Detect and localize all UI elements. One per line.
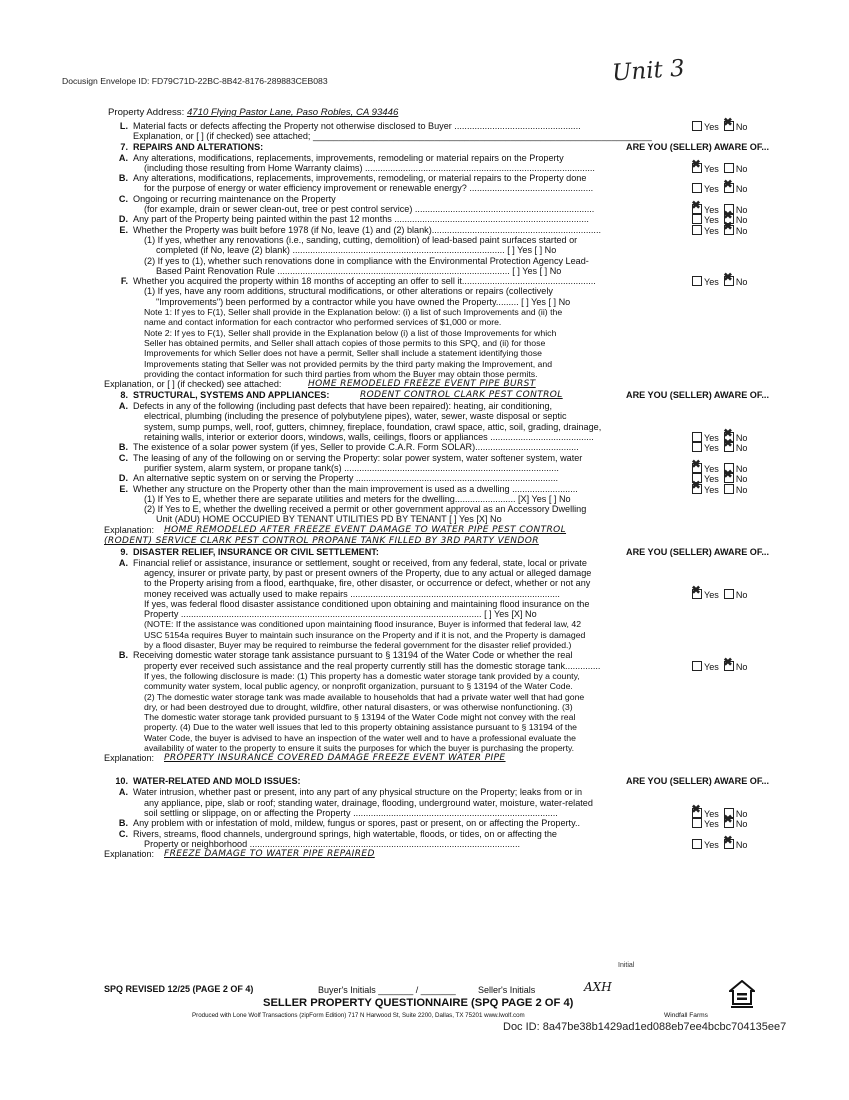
item-label: C.	[118, 193, 128, 204]
no-label: No	[735, 661, 748, 672]
section-7-line	[104, 276, 769, 286]
equal-housing-icon	[729, 980, 755, 1010]
explanation-7-label: Explanation, or [ ] (if checked) see attached:	[104, 379, 282, 390]
section-7-line	[104, 297, 769, 307]
item-text: Property ....................................................................................................................... [ ] Yes [X] No	[144, 609, 537, 620]
yes-label: Yes	[704, 205, 719, 216]
yes-checkbox[interactable]	[692, 463, 702, 473]
yes-label: Yes	[704, 433, 719, 444]
section-10-line	[104, 787, 769, 797]
item-text: community water system, local public agency, or nonprofit organization, pursuant to § 13194 of the Water Code.	[144, 681, 573, 692]
item-label: L.	[119, 121, 128, 131]
no-label: No	[735, 215, 748, 226]
section-9-block	[104, 558, 769, 754]
item-text: Based Paint Renovation Rule ............................................................................................ [ ] Yes [ ] No	[156, 265, 562, 276]
item-text: (NOTE: If the assistance was conditioned upon maintaining flood insurance, Buyer is informed that federal law, 42	[144, 619, 582, 630]
yes-checkbox[interactable]	[692, 442, 702, 452]
item-text: (including those resulting from Home Warranty claims) ...........................................................................................	[144, 162, 595, 173]
section-8-handwritten: RODENT CONTROL CLARK PEST CONTROL	[360, 390, 563, 401]
section-9-line	[104, 712, 769, 722]
section-7-line	[104, 131, 769, 141]
sellers-initials[interactable]: Seller's Initials	[478, 985, 536, 995]
explanation-8-value-2[interactable]: (RODENT) SERVICE CLARK PEST CONTROL PROPANE TANK FILLED BY 3RD PARTY VENDOR	[104, 535, 539, 546]
section-7-line	[104, 328, 769, 338]
item-text: Property or neighborhood ...........................................................................................................	[144, 838, 520, 849]
property-address-value: 4710 Flying Pastor Lane, Paso Robles, CA 93446	[186, 107, 399, 118]
footer-title: SELLER PROPERTY QUESTIONNAIRE (SPQ PAGE 2 OF 4)	[263, 997, 574, 1009]
section-7-line	[104, 173, 769, 183]
item-label: B.	[118, 650, 128, 661]
no-checkbox[interactable]	[724, 473, 734, 483]
item-label: 7.	[120, 141, 128, 152]
item-text: (1) If Yes to E, whether there are separate utilities and meters for the dwelling........................ [X] Yes [ ] No	[144, 493, 571, 504]
section-9-line	[104, 743, 769, 753]
section-9-aware: ARE YOU (SELLER) AWARE OF...	[626, 546, 769, 557]
section-7-line	[104, 204, 769, 214]
yes-label: Yes	[704, 163, 719, 174]
section-10-block	[104, 787, 769, 849]
item-text: (2) The domestic water storage tank was made available to households that had a private water well that had gone	[144, 691, 585, 702]
item-text: Any problem with or infestation of mold, mildew, fungus or spores, past or present, on or affecting the Property..	[133, 818, 581, 829]
section-9-line	[104, 661, 769, 671]
item-text: Material facts or defects affecting the Property not otherwise disclosed to Buyer ..................................................	[133, 121, 581, 131]
explanation-10-label: Explanation:	[104, 849, 155, 860]
item-text: by a flood disaster, Buyer may be required to reimburse the federal government for the disaster relief provided.)	[144, 640, 572, 651]
aware-header: ARE YOU (SELLER) AWARE OF...	[626, 141, 769, 152]
item-text: Ongoing or recurring maintenance on the Property	[133, 193, 336, 204]
section-7-line	[104, 348, 769, 358]
item-text: The existence of a solar power system (if yes, Seller to provide C.A.R. Form SOLAR).........................................	[133, 442, 579, 453]
section-9-line	[104, 568, 769, 578]
explanation-10-value[interactable]: FREEZE DAMAGE TO WATER PIPE REPAIRED	[164, 849, 375, 860]
item-text: for the purpose of energy or water efficiency improvement or renewable energy? .................................................	[144, 183, 594, 194]
section-7-line	[104, 307, 769, 317]
section-7-block	[104, 121, 769, 379]
yes-label: Yes	[704, 184, 719, 195]
section-10-line	[104, 818, 769, 828]
section-8-line	[104, 514, 769, 524]
yes-checkbox[interactable]	[692, 121, 702, 131]
no-label: No	[735, 163, 748, 174]
item-text: Note 1: If yes to F(1), Seller shall provide in the Explanation below: (i) a list of such Improvements and (ii) the	[144, 307, 563, 318]
item-text: name and contact information for each contractor who performed services of $1,000 or more.	[144, 317, 502, 328]
footer-revised: SPQ REVISED 12/25 (PAGE 2 OF 4)	[104, 984, 254, 994]
item-text: Water intrusion, whether past or present, into any part of any physical structure on the Property; leaks from or in	[133, 787, 583, 798]
item-label: F.	[120, 276, 128, 287]
item-text: "Improvements") been performed by a contractor while you have owned the Property......... [ ] Yes [ ] No	[156, 296, 571, 307]
no-checkbox[interactable]	[724, 442, 734, 452]
explanation-8-line-2	[104, 536, 769, 547]
yes-checkbox[interactable]	[692, 818, 702, 828]
section-7-line	[104, 286, 769, 296]
envelope-id: Docusign Envelope ID: FD79C71D-22BC-8B42-8176-289883CEB083	[62, 76, 328, 86]
handwritten-unit-note: Unit 3	[611, 55, 686, 87]
property-address	[108, 107, 398, 118]
sellers-initials-value: AXH	[584, 980, 612, 994]
no-checkbox[interactable]	[724, 661, 734, 671]
item-text: (1) If yes, have any room additions, structural modifications, or other alterations or repairs (collectively	[144, 286, 553, 297]
section-7-line	[104, 153, 769, 163]
explanation-7	[104, 379, 769, 390]
item-text: Unit (ADU) HOME OCCUPIED BY TENANT UTILITIES PD BY TENANT [ ] Yes [X] No	[156, 514, 502, 525]
yes-checkbox[interactable]	[692, 589, 702, 599]
yes-label: Yes	[704, 484, 719, 495]
no-label: No	[735, 463, 748, 474]
item-text: Note 2: If yes to F(1), Seller shall provide in the Explanation below (i) a list of those Improvements for which	[144, 327, 557, 338]
section-7-line	[104, 256, 769, 266]
yes-checkbox[interactable]	[692, 276, 702, 286]
section-9-line	[104, 630, 769, 640]
section-10-line	[104, 798, 769, 808]
item-label: D.	[118, 473, 128, 484]
item-text: dry, or had been destroyed due to drought, wildfire, other natural disasters, or was otherwise nonfunctioning. (3)	[144, 701, 573, 712]
questionnaire-body	[104, 121, 769, 860]
item-text: (1) If yes, whether any renovations (i.e., sanding, cutting, demolition) of lead-based paint surfaces started or	[144, 234, 578, 245]
section-7-line	[104, 194, 769, 204]
section-9-line	[104, 589, 769, 599]
section-9-line	[104, 578, 769, 588]
section-8-line	[104, 453, 769, 463]
yes-label: Yes	[704, 589, 719, 600]
item-text: Whether the Property was built before 1978 (if No, leave (1) and (2) blank)...................................................................	[133, 224, 602, 235]
yes-label: Yes	[704, 819, 719, 830]
item-label: E.	[119, 483, 128, 494]
item-text: Any part of the Property being painted within the past 12 months .............................................................................	[133, 214, 589, 225]
section-10-line	[104, 829, 769, 839]
yes-label: Yes	[704, 443, 719, 454]
no-checkbox[interactable]	[724, 818, 734, 828]
yes-label: Yes	[704, 277, 719, 288]
no-checkbox[interactable]	[724, 163, 734, 173]
yes-checkbox[interactable]	[692, 214, 702, 224]
property-address-label: Property Address:	[108, 107, 185, 118]
item-text: (2) If Yes to E, whether the dwelling received a permit or other government approval as an Accessory Dwelling	[144, 504, 587, 515]
item-text: Improvements for which Seller does not have a permit, Seller shall include a statement identifying those	[144, 348, 542, 359]
item-label: D.	[118, 214, 128, 225]
no-checkbox[interactable]	[724, 839, 734, 849]
no-label: No	[735, 839, 748, 850]
initial-label: Initial	[618, 962, 635, 969]
item-text: Improvements stating that Seller was not provided permits by the third party making the Improvement, and	[144, 358, 553, 369]
item-label: E.	[119, 224, 128, 235]
item-text: any appliance, pipe, slab or roof; standing water, drainage, flooding, underground water, moisture, water-related	[144, 797, 593, 808]
item-text: The leasing of any of the following on or serving the Property: solar power system, water softener system, water	[133, 452, 583, 463]
item-text: (for example, drain or sewer clean-out, tree or pest control service) .......................................................................	[144, 204, 595, 215]
item-text: money received was actually used to make repairs ...................................................................................	[144, 588, 560, 599]
section-7-line	[104, 266, 769, 276]
section-8-aware: ARE YOU (SELLER) AWARE OF...	[626, 390, 769, 401]
footer-brand: Windfall Farms	[664, 1012, 708, 1019]
section-7-line	[104, 121, 769, 131]
section-9-line	[104, 650, 769, 660]
no-checkbox[interactable]	[724, 225, 734, 235]
section-10-line	[104, 808, 769, 818]
no-label: No	[735, 808, 748, 819]
no-label: No	[735, 589, 748, 600]
section-7-line	[104, 245, 769, 255]
item-label: A.	[118, 401, 128, 412]
item-text: (2) If yes to (1), whether such renovations done in compliance with the Environmental Protection Agency Lead-	[144, 255, 589, 266]
section-10-header: 10. WATER-RELATED AND MOLD ISSUES: ARE YOU (SELLER) AWARE OF...	[115, 776, 769, 787]
item-text: to the Property arising from a flood, earthquake, fire, other disaster, or occurrence or defect, whether or not any	[144, 578, 591, 589]
buyers-initials[interactable]: Buyer's Initials _______ / _______	[318, 985, 456, 995]
section-7-line	[104, 183, 769, 193]
yes-label: Yes	[704, 215, 719, 226]
item-text: system, sump pumps, well, roof, gutters, chimney, fireplace, foundation, crawl space, attic, soil, grading, drainage,	[144, 421, 602, 432]
item-text: agency, insurer or private party, by past or present owners of the Property, due to any actual or alleged damage	[144, 567, 592, 578]
no-label: No	[735, 484, 748, 495]
section-10-line	[104, 839, 769, 849]
yes-checkbox[interactable]	[692, 432, 702, 442]
no-label: No	[735, 474, 748, 485]
item-text: purifier system, alarm system, or propane tank(s) .....................................................................................	[144, 462, 559, 473]
section-7-line	[104, 338, 769, 348]
section-8-title: STRUCTURAL, SYSTEMS AND APPLIANCES:	[133, 390, 330, 401]
section-8-header: 8. STRUCTURAL, SYSTEMS AND APPLIANCES: RODENT CONTROL CLARK PEST CONTROL ARE YOU (SELLER) AWARE OF...	[120, 390, 769, 401]
section-9-header: 9. DISASTER RELIEF, INSURANCE OR CIVIL SETTLEMENT: ARE YOU (SELLER) AWARE OF...	[120, 546, 769, 557]
yes-label: Yes	[704, 463, 719, 474]
section-9-line	[104, 619, 769, 629]
item-text: Rivers, streams, flood channels, underground springs, high watertable, floods, or tides, on or affecting the	[133, 828, 557, 839]
section-9-line	[104, 640, 769, 650]
section-9-line	[104, 671, 769, 681]
yes-label: Yes	[704, 474, 719, 485]
yes-checkbox[interactable]	[692, 204, 702, 214]
item-text: Whether you acquired the property within 18 months of accepting an offer to sell it.....................................................	[133, 276, 596, 287]
item-text: Whether any structure on the Property other than the main improvement is used as a dwelling ..........................	[133, 483, 578, 494]
explanation-9	[104, 753, 769, 764]
section-9-line	[104, 692, 769, 702]
no-checkbox[interactable]	[724, 183, 734, 193]
item-label: B.	[118, 173, 128, 184]
section-9-line	[104, 733, 769, 743]
item-text: If yes, the following disclosure is made: (1) This property has a domestic water storage tank provided by a county,	[144, 670, 580, 681]
item-text: Any alterations, modifications, replacements, improvements, remodeling or material repairs on the Property	[133, 152, 564, 163]
section-7-line	[104, 317, 769, 327]
item-label: B.	[118, 818, 128, 829]
no-label: No	[735, 433, 748, 444]
section-8-line	[104, 411, 769, 421]
no-label: No	[735, 819, 748, 830]
no-label: No	[735, 277, 748, 288]
section-8-line	[104, 504, 769, 514]
yes-label: Yes	[704, 225, 719, 236]
item-text: providing the contact information for such third parties from whom the Buyer may obtain those permits.	[144, 368, 538, 379]
item-text: Explanation, or [ ] (if checked) see attached; ___________________________________________________________________	[133, 131, 652, 142]
section-7-line	[104, 359, 769, 369]
yes-checkbox[interactable]	[692, 183, 702, 193]
explanation-9-value[interactable]: PROPERTY INSURANCE COVERED DAMAGE FREEZE EVENT WATER PIPE	[164, 753, 506, 764]
item-text: REPAIRS AND ALTERATIONS:	[133, 141, 264, 152]
no-checkbox[interactable]	[724, 276, 734, 286]
doc-id: Doc ID: 8a47be38b1429ad1ed088eb7ee4bcbc704135ee7	[503, 1021, 787, 1033]
no-label: No	[735, 184, 748, 195]
explanation-7-value[interactable]: HOME REMODELED FREEZE EVENT PIPE BURST	[308, 379, 536, 390]
explanation-8	[104, 525, 769, 536]
item-label: B.	[118, 442, 128, 453]
yes-checkbox[interactable]	[692, 808, 702, 818]
item-label: A.	[118, 787, 128, 798]
item-text: USC 5154a requires Buyer to maintain such insurance on the Property and if it is not, and the Property is damaged	[144, 629, 586, 640]
explanation-10	[104, 849, 769, 860]
section-7-line	[104, 142, 769, 153]
section-7-line	[104, 214, 769, 224]
item-text: availability of water to the property to ensure it suits the purposes for which the buyer is purchasing the property.	[144, 743, 575, 754]
section-9-line	[104, 609, 769, 619]
no-label: No	[735, 122, 748, 132]
explanation-8-value-1[interactable]: HOME REMODELED AFTER FREEZE EVENT DAMAGE TO WATER PIPE PEST CONTROL	[164, 524, 567, 535]
no-checkbox[interactable]	[724, 121, 734, 131]
yes-checkbox[interactable]	[692, 839, 702, 849]
section-9-title: DISASTER RELIEF, INSURANCE OR CIVIL SETTLEMENT:	[133, 546, 379, 557]
section-7-line	[104, 163, 769, 173]
yes-label: Yes	[704, 808, 719, 819]
item-text: An alternative septic system on or serving the Property ................................................................................	[133, 473, 559, 484]
item-text: The domestic water storage tank provided pursuant to § 13194 of the Water Code might not convey with the real	[144, 712, 576, 723]
explanation-9-label: Explanation:	[104, 753, 155, 764]
no-label: No	[735, 205, 748, 216]
no-checkbox[interactable]	[724, 589, 734, 599]
yes-checkbox[interactable]	[692, 225, 702, 235]
section-9-line	[104, 599, 769, 609]
explanation-8-label: Explanation:	[104, 524, 155, 535]
section-9-line	[104, 681, 769, 691]
no-label: No	[735, 225, 748, 236]
section-8-line	[104, 473, 769, 483]
section-7-line	[104, 225, 769, 235]
section-8-block	[104, 401, 769, 525]
no-label: No	[735, 443, 748, 454]
section-8-line	[104, 401, 769, 411]
item-text: property ever received such assistance and the real property currently still has the domestic storage tank..............	[144, 660, 601, 671]
item-text: electrical, plumbing (including the presence of polybutylene pipes), water, sewer, waste disposal or septic	[144, 411, 567, 422]
item-text: Financial relief or assistance, insurance or settlement, sought or received, from any federal, state, local or private	[133, 557, 587, 568]
section-10-aware: ARE YOU (SELLER) AWARE OF...	[626, 776, 769, 787]
footer-produced: Produced with Lone Wolf Transactions (zipForm Edition) 717 N Harwood St, Suite 2200, Dallas, TX 75201 www.lwolf.com	[192, 1012, 525, 1019]
yes-label: Yes	[704, 661, 719, 672]
section-7-line	[104, 369, 769, 379]
item-text: Seller has obtained permits, and Seller shall attach copies of those permits to this SPQ, and (ii) for those	[144, 337, 546, 348]
yes-label: Yes	[704, 839, 719, 850]
item-text: property. (4) Due to the water well issues that led to this property obtaining assistance pursuant to § 13194 of the	[144, 722, 578, 733]
item-text: retaining walls, interior or exterior doors, windows, walls, ceilings, floors or appliances .........................................	[144, 432, 594, 443]
yes-label: Yes	[704, 122, 719, 132]
yes-checkbox[interactable]	[692, 163, 702, 173]
item-text: Any alterations, modifications, replacements, improvements, remodeling, or material repairs to the Property done	[133, 173, 587, 184]
section-8-line	[104, 484, 769, 494]
item-text: soil settling or slippage, on or affecting the Property .................................................................................	[144, 807, 558, 818]
item-label: A.	[118, 557, 128, 568]
yes-checkbox[interactable]	[692, 661, 702, 671]
item-label: C.	[118, 828, 128, 839]
section-9-line	[104, 558, 769, 568]
section-8-line	[104, 432, 769, 442]
item-text: Water Code, the buyer is advised to have an inspection of the water well and to have a professional evaluate the	[144, 732, 576, 743]
section-8-line	[104, 422, 769, 432]
section-9-line	[104, 702, 769, 712]
section-9-line	[104, 722, 769, 732]
item-text: Defects in any of the following (including past defects that have been repaired): heating, air conditioning,	[133, 401, 553, 412]
item-text: If yes, was federal flood disaster assistance conditioned upon obtaining and maintaining flood insurance on the	[144, 598, 590, 609]
item-text: completed (if No, leave (2) blank) .................................................................................... [ ] Yes [ ] No	[156, 245, 557, 256]
item-label: C.	[118, 452, 128, 463]
no-checkbox[interactable]	[724, 484, 734, 494]
section-10-title: WATER-RELATED AND MOLD ISSUES:	[133, 776, 301, 787]
section-8-line	[104, 442, 769, 452]
section-8-line	[104, 494, 769, 504]
yes-checkbox[interactable]	[692, 484, 702, 494]
item-label: A.	[118, 152, 128, 163]
item-text: Receiving domestic water storage tank assistance pursuant to § 13194 of the Water Code or whether the real	[133, 650, 573, 661]
section-7-line	[104, 235, 769, 245]
section-8-line	[104, 463, 769, 473]
